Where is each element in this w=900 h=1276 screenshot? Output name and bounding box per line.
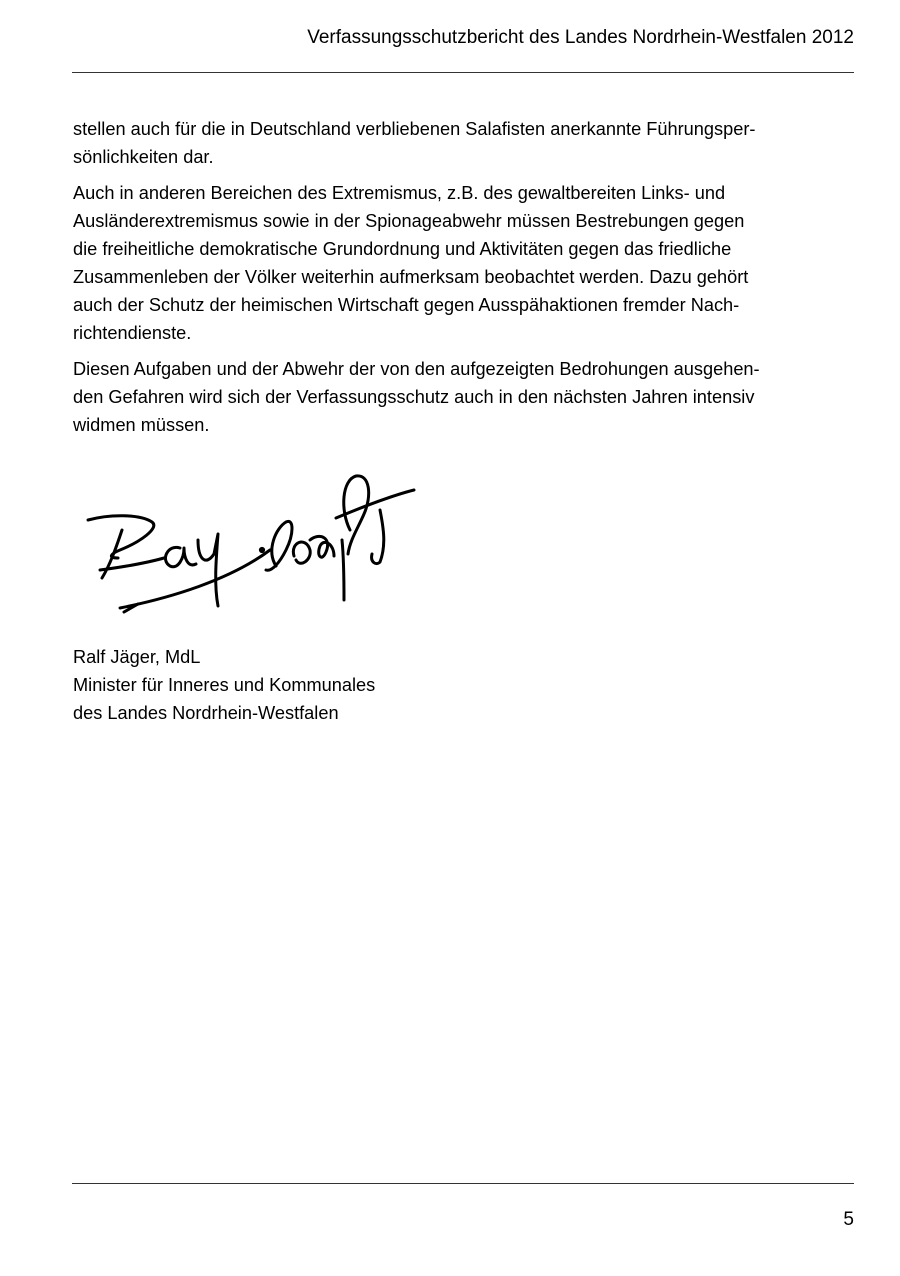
handwritten-signature (80, 470, 425, 620)
header-divider (72, 72, 854, 73)
signatory-block (73, 643, 375, 727)
signatory-state: des Landes Nordrhein-Westfalen (73, 703, 339, 723)
signatory-name: Ralf Jäger, MdL (73, 647, 201, 667)
page-number: 5 (843, 1209, 854, 1230)
page-header-title: Verfassungsschutzbericht des Landes Nordrhein-Westfalen 2012 (307, 27, 854, 48)
paragraph-2: Auch in anderen Bereichen des Extremismus, z.B. des gewaltbereiten Links- und Ausländerextremismus sowie in der Spionageabwehr müssen Bestrebungen gegen die freiheitliche demokratische Grundordnung und Aktivitäten gegen das friedliche Zusammenleben der Völker weiterhin aufmerksam beobachtet werden. Dazu gehört auch der Schutz der heimischen Wirtschaft gegen Ausspähaktionen fremder Nach- richtendienste. (73, 183, 749, 343)
paragraph-1: stellen auch für die in Deutschland verbliebenen Salafisten anerkannte Führungsper- sönlichkeiten dar. (73, 119, 756, 167)
footer-divider (72, 1183, 854, 1184)
body-text (73, 115, 808, 447)
signatory-role: Minister für Inneres und Kommunales (73, 675, 376, 695)
paragraph-3: Diesen Aufgaben und der Abwehr der von den aufgezeigten Bedrohungen ausgehen- den Gefahren wird sich der Verfassungsschutz auch in den nächsten Jahren intensiv widmen müssen. (73, 359, 760, 435)
